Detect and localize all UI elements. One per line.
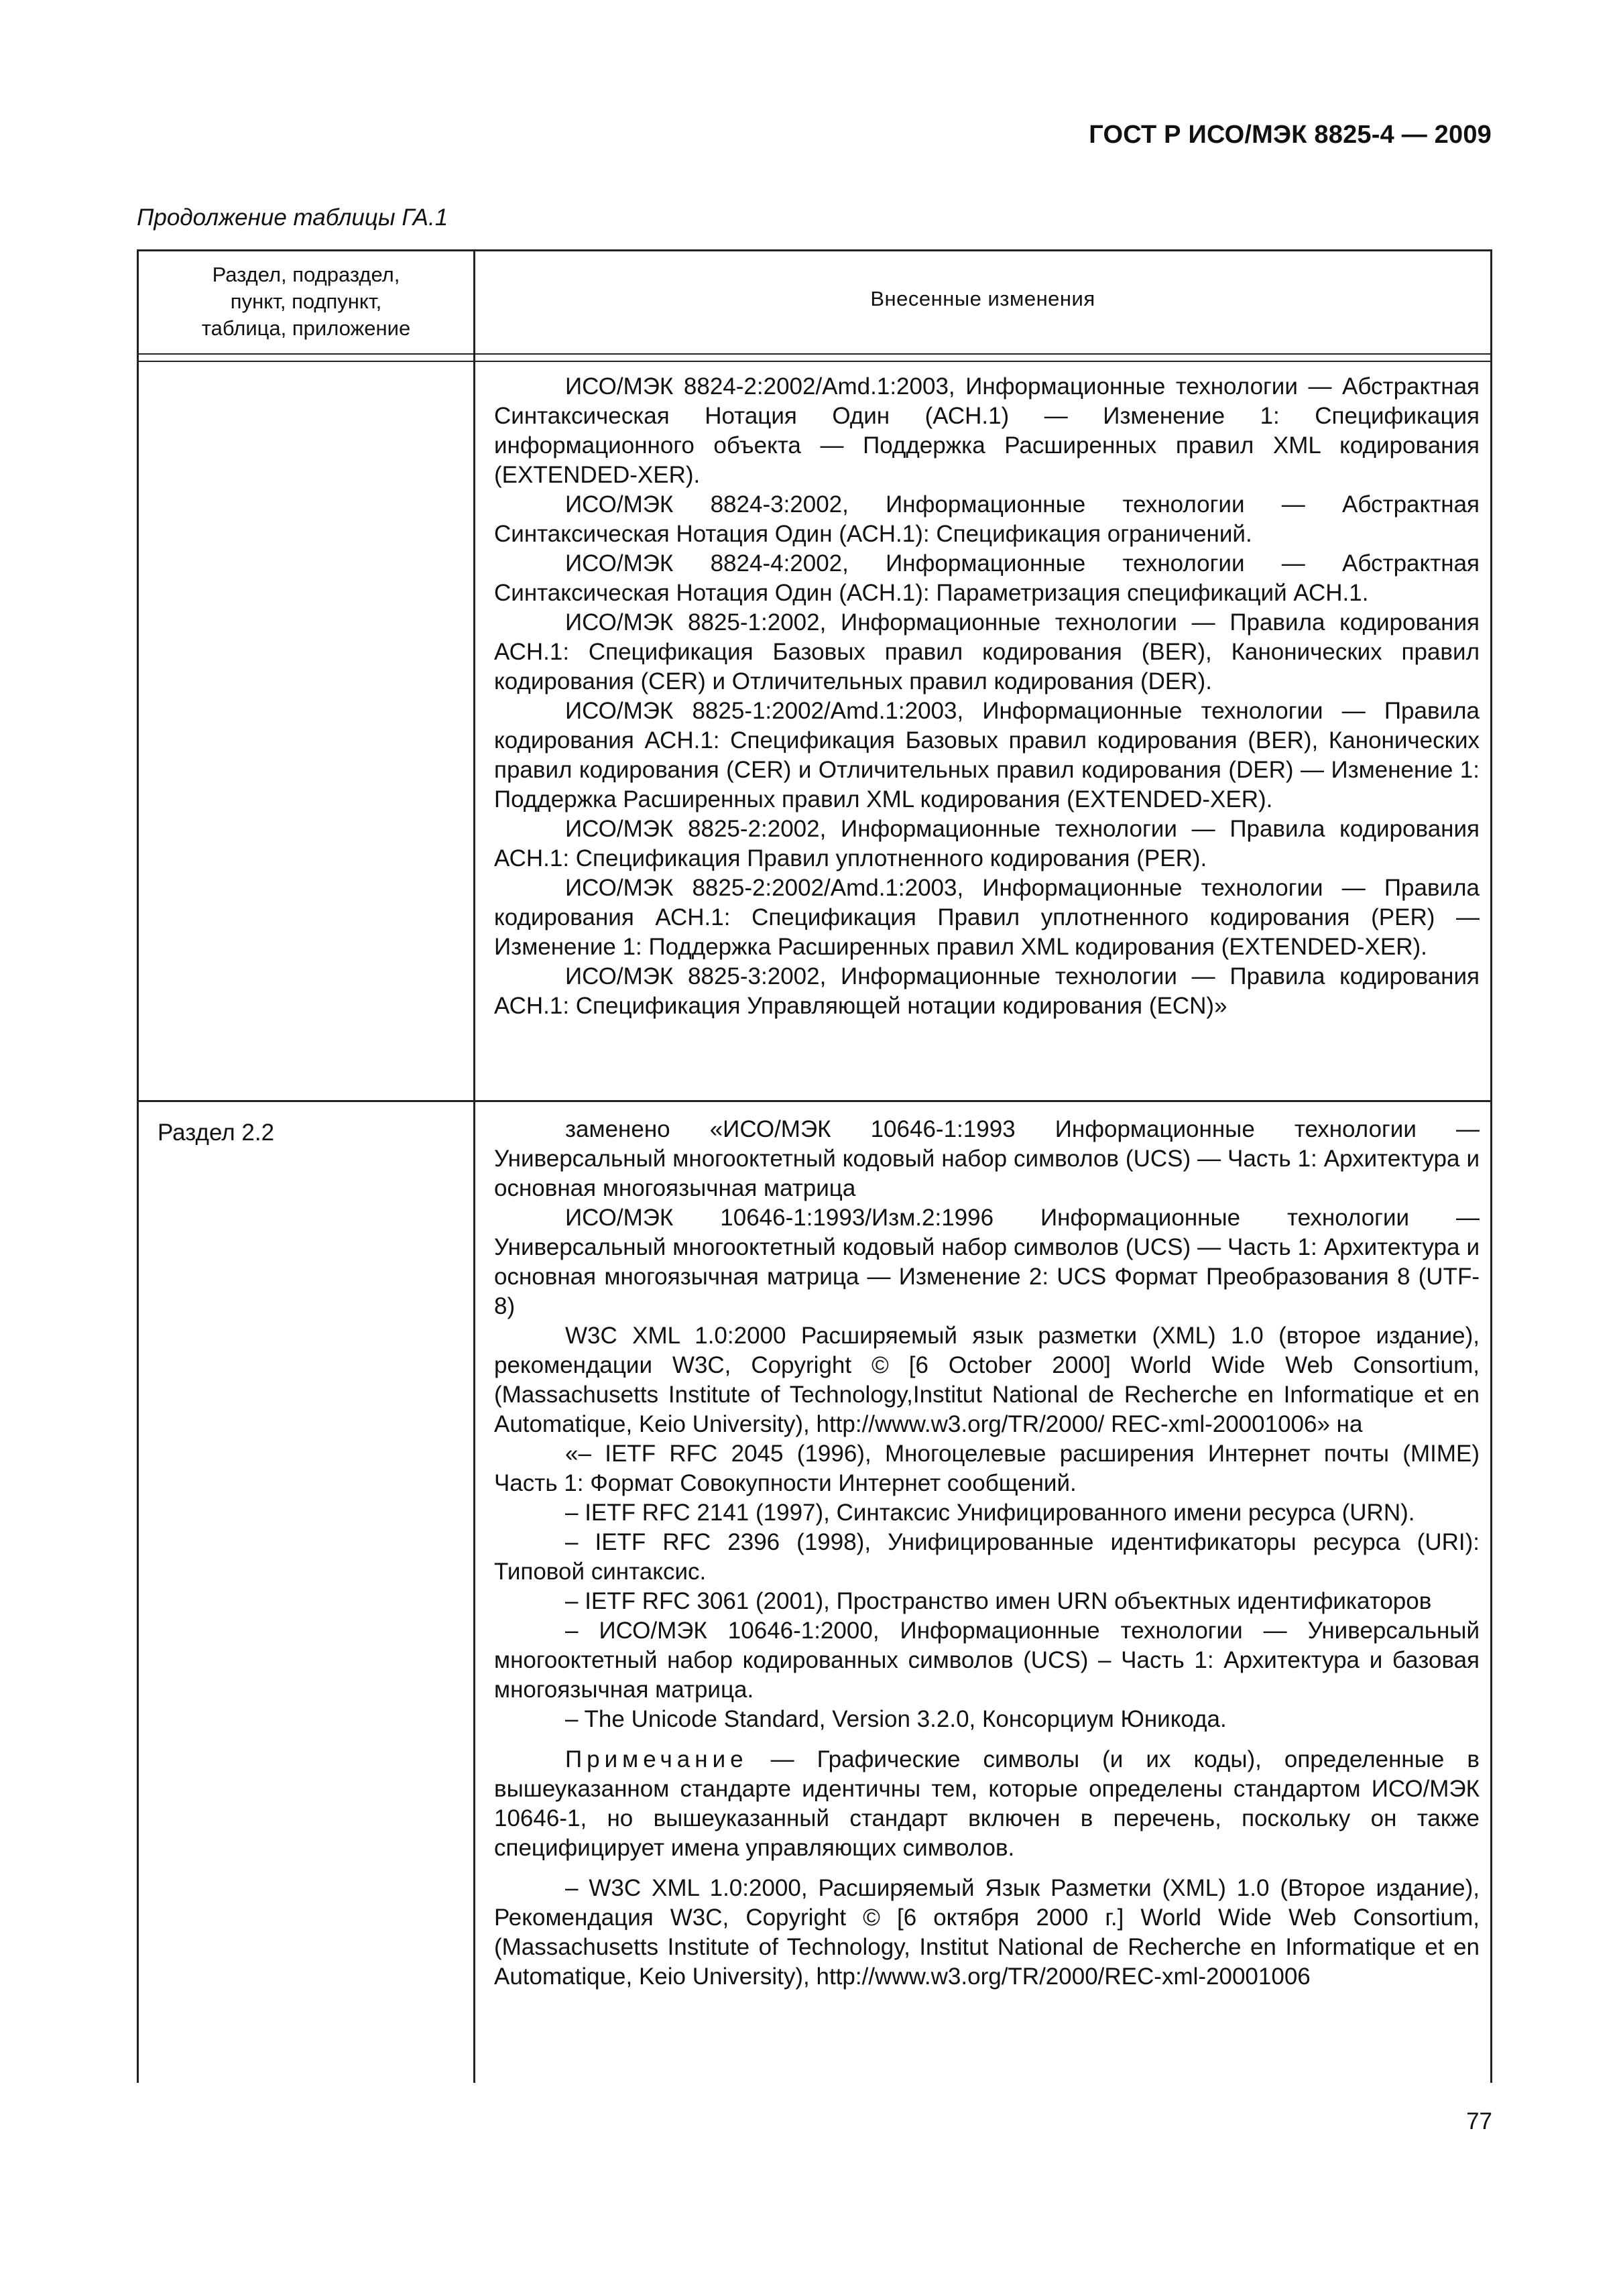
new-reference-paragraph: – ИСО/МЭК 10646-1:2000, Информационные технологии — Универсальный многооктетный набор кодированных символов (UCS) – Часть 1: Архитектура и базовая многоязычная матрица. (494, 1618, 1480, 1703)
reference-paragraph: ИСО/МЭК 8825-2:2002/Amd.1:2003, Информационные технологии — Правила кодирования АСН.1: Спецификация Правил уплотненного кодирования (PER) — Изменение 1: Поддержка Расширенных правил XML кодирования (EXTENDED-XER). (494, 875, 1480, 960)
new-reference-paragraph: – The Unicode Standard, Version 3.2.0, Консорциум Юникода. (565, 1706, 1227, 1732)
replaced-paragraph: W3C XML 1.0:2000 Расширяемый язык разметки (XML) 1.0 (второе издание), рекомендации W3C, Copyright © [6 October 2000] World Wide Web Consortium, (Massachusetts Institute of Technology,Institut National de Recherche en Informatique et en Automatique, Keio University), http://www.w3.org/TR/2000/ REC-xml-20001006» на (494, 1323, 1480, 1437)
new-reference-paragraph: – IETF RFC 3061 (2001), Пространство имен URN объектных идентификаторов (565, 1588, 1432, 1614)
note-paragraph (494, 1745, 1480, 1863)
new-reference-paragraph: – IETF RFC 2141 (1997), Синтаксис Унифицированного имени ресурса (URN). (565, 1500, 1415, 1526)
table-continuation-title: Продолжение таблицы ГА.1 (137, 204, 448, 231)
new-reference-paragraph: «– IETF RFC 2045 (1996), Многоцелевые расширения Интернет почты (MIME) Часть 1: Формат Совокупности Интернет сообщений. (494, 1441, 1480, 1496)
page-number: 77 (1466, 2108, 1492, 2134)
replaced-paragraph: заменено «ИСО/МЭК 10646-1:1993 Информационные технологии — Универсальный многооктетный кодовый набор символов (UCS) — Часть 1: Архитектура и основная многоязычная матрица (494, 1116, 1480, 1201)
row2-section-cell: Раздел 2.2 (158, 1120, 275, 1146)
header-divider-bottom (139, 361, 1490, 362)
reference-paragraph: ИСО/МЭК 8824-4:2002, Информационные технологии — Абстрактная Синтаксическая Нотация Один (АСН.1): Параметризация спецификаций АСН.1. (494, 550, 1480, 606)
reference-paragraph: ИСО/МЭК 8824-3:2002, Информационные технологии — Абстрактная Синтаксическая Нотация Один (АСН.1): Спецификация ограничений. (494, 491, 1480, 547)
reference-paragraph: ИСО/МЭК 8825-2:2002, Информационные технологии — Правила кодирования АСН.1: Спецификация Правил уплотненного кодирования (PER). (494, 816, 1480, 871)
new-reference-paragraph: – IETF RFC 2396 (1998), Унифицированные идентификаторы ресурса (URI): Типовой синтаксис. (494, 1529, 1480, 1585)
row2-changes-cell (494, 1115, 1480, 1992)
column-divider (473, 251, 475, 2083)
column-header-line: Раздел, подраздел, (212, 263, 400, 286)
row-divider (139, 1100, 1490, 1102)
note-label: Примечание (565, 1746, 748, 1772)
header-divider-top (139, 353, 1490, 355)
column-header-section (139, 261, 473, 342)
standard-code-header: ГОСТ Р ИСО/МЭК 8825-4 — 2009 (1089, 121, 1492, 149)
reference-paragraph: ИСО/МЭК 8825-1:2002, Информационные технологии — Правила кодирования АСН.1: Спецификация Базовых правил кодирования (BER), Канонических правил кодирования (CER) и Отличительных правил кодирования (DER). (494, 609, 1480, 694)
row1-changes-cell (494, 372, 1480, 1021)
column-header-line: пункт, подпункт, (230, 290, 382, 313)
reference-paragraph: ИСО/МЭК 8825-1:2002/Amd.1:2003, Информационные технологии — Правила кодирования АСН.1: Спецификация Базовых правил кодирования (BER), Канонических правил кодирования (CER) и Отличительных правил кодирования (DER) — Изменение 1: Поддержка Расширенных правил XML кодирования (EXTENDED-XER). (494, 698, 1480, 812)
replaced-paragraph: ИСО/МЭК 10646-1:1993/Изм.2:1996 Информационные технологии — Универсальный многооктетный кодовый набор символов (UCS) — Часть 1: Архитектура и основная многоязычная матрица — Изменение 2: UCS Формат Преобразования 8 (UTF-8) (494, 1205, 1480, 1319)
new-reference-paragraph: – W3C XML 1.0:2000, Расширяемый Язык Разметки (XML) 1.0 (Второе издание), Рекомендация W3C, Copyright © [6 октября 2000 г.] World Wide Web Consortium, (Massachusetts Institute of Technology, Institut National de Recherche en Informatique et en Automatique, Keio University), http://www.w3.org/TR/2000/REC-xml-20001006 (494, 1875, 1480, 1990)
amendments-table (137, 249, 1492, 2083)
reference-paragraph: ИСО/МЭК 8825-3:2002, Информационные технологии — Правила кодирования АСН.1: Спецификация Управляющей нотации кодирования (ECN)» (494, 963, 1480, 1019)
column-header-changes: Внесенные изменения (870, 287, 1095, 310)
note-text: — Графические символы (и их коды), определенные в вышеуказанном стандарте идентичны тем, которые определены стандартом ИСО/МЭК 10646-1, но вышеуказанный стандарт включен в перечень, поскольку он также специфицирует имена управляющих символов. (494, 1746, 1480, 1861)
reference-paragraph: ИСО/МЭК 8824-2:2002/Amd.1:2003, Информационные технологии — Абстрактная Синтаксическая Нотация Один (АСН.1) — Изменение 1: Спецификация информационного объекта — Поддержка Расширенных правил XML кодирования (EXTENDED-XER). (494, 373, 1480, 488)
column-header-line: таблица, приложение (201, 316, 411, 340)
